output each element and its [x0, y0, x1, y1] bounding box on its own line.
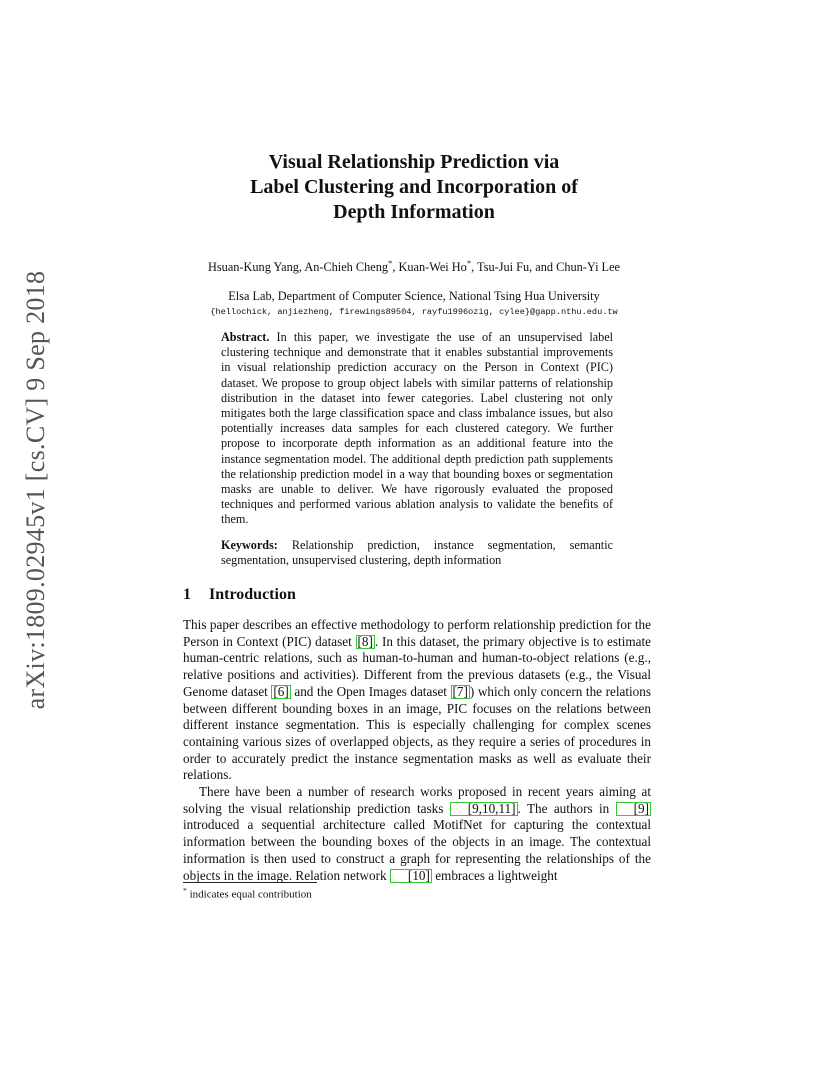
abstract-text: In this paper, we investigate the use of an unsupervised label clustering technique and demonstrate that it enables substantial improvements in visual relationship prediction accuracy on the Person in Context (PIC) dataset. We propose to group object labels with similar patterns of relationship distribution in the dataset into fewer categories. Label clustering not only mitigates both the large classification space and class imbalance issues, but also potentially increases data samples for each clustered category. We further propose to incorporate depth information as an additional feature into the instance segmentation model. The additional depth prediction path supplements the relationship prediction model in a way that bounding boxes or segmentation masks are unable to deliver. We have rigorously evaluated the proposed techniques and performed various ablation analysis to validate the benefits of them. [221, 330, 614, 527]
citation-link[interactable]: [9] [616, 802, 651, 816]
paragraph: This paper describes an effective methodology to perform relationship prediction for the Person in Context (PIC) dataset [8] . In this dataset, the primary objective is to estimate human-centric relations, such as human-to-human and human-to-object relations (e.g., relative positions and activities). Different from the previous datasets (e.g., the Visual Genome dataset [6] and the Open Images dataset [7] ) which only concern the relations between different bounding boxes in an image, PIC focuses on the relations between different instance segmentation. This is especially challenging for complex scenes containing various sizes of overlapped objects, as they require a series of procedures in order to accurately predict the instance segmentation masks as well as evaluate their relations. [183, 617, 651, 783]
abstract-label: Abstract. [221, 330, 270, 344]
author-list: Hsuan-Kung Yang, An-Chieh Cheng*, Kuan-Wei Ho*, Tsu-Jui Fu, and Chun-Yi Lee [208, 258, 620, 275]
title-line-1: Visual Relationship Prediction via [268, 151, 560, 173]
keywords-text: Relationship prediction, instance segmentation, semantic segmentation, unsupervised clustering, depth information [221, 538, 613, 568]
footnote-rule [183, 882, 317, 883]
paragraph: There have been a number of research works proposed in recent years aiming at solving the visual relationship prediction tasks [9,10,11] . The authors in [9] introduced a sequential architecture called MotifNet for capturing the contextual information between the bounding boxes of the objects in an image. The contextual information is then used to construct a graph for representing the relationships of the objects in the image. Relation network [10] embraces a lightweight [183, 784, 651, 883]
citation-link[interactable]: [7] [452, 683, 468, 699]
citation-link[interactable]: [6] [273, 683, 289, 699]
section-heading-introduction [183, 586, 296, 604]
arxiv-id: arXiv:1809.02945v1 [cs.CV] 9 Sep 2018 [21, 270, 50, 710]
abstract [221, 330, 613, 528]
citation-link[interactable]: [9,10,11] [450, 802, 518, 816]
equal-contribution-mark: * [466, 258, 472, 268]
affiliation-block [0, 288, 828, 320]
keywords [221, 538, 613, 568]
arxiv-sidebar-stamp [14, 270, 58, 710]
citation-link[interactable]: [8] [357, 633, 373, 649]
title-line-3: Depth Information [333, 201, 495, 223]
footnote-text: indicates equal contribution [186, 888, 312, 901]
author-emails: {hellochick, anjiezheng, firewings89504, rayfu1996ozig, cylee}@gapp.nthu.edu.tw [210, 307, 618, 317]
introduction-body [183, 617, 651, 884]
footnote-mark: * [183, 886, 187, 895]
section-title: Introduction [209, 586, 296, 603]
footnote [183, 886, 312, 901]
title-line-2: Label Clustering and Incorporation of [250, 176, 578, 198]
citation-link[interactable]: [10] [390, 869, 432, 883]
section-number: 1 [183, 586, 191, 603]
keywords-label: Keywords: [221, 538, 278, 552]
equal-contribution-mark: * [388, 258, 393, 268]
affiliation: Elsa Lab, Department of Computer Science, National Tsing Hua University [228, 289, 600, 303]
paper-title [0, 150, 828, 225]
